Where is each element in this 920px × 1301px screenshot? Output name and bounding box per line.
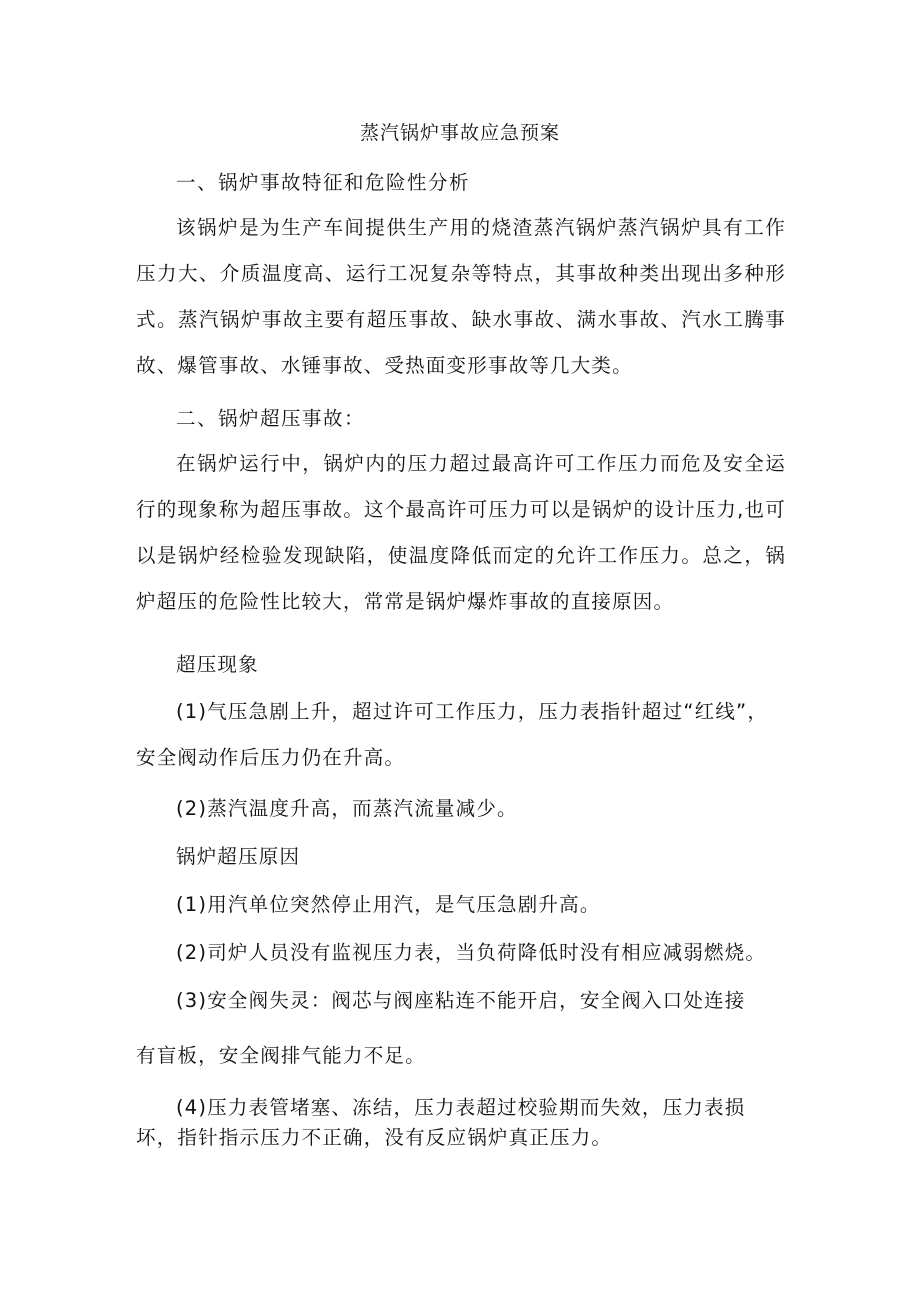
causes-item-4: (4)压力表管堵塞、冻结，压力表超过校验期而失效，压力表损坏，指针指示压力不正确，没有反应锅炉真正压力。 [136,1096,746,1149]
section-heading-2: 二、锅炉超压事故： [176,407,366,430]
phenomena-item-2: (2)蒸汽温度升高，而蒸汽流量减少。 [176,797,518,820]
section-paragraph-1: 该锅炉是为生产车间提供生产用的烧渣蒸汽锅炉蒸汽锅炉具有工作压力大、介质温度高、运行工况复杂等特点，其事故种类出现出多种形式。蒸汽锅炉事故主要有超压事故、缺水事故、满水事故、汽水工腾事故、爆管事故、水锤事故、受热面变形事故等几大类。 [136,216,786,377]
causes-item-3: (3)安全阀失灵：阀芯与阀座粘连不能开启，安全阀入口处连接 [176,989,746,1012]
causes-item-2: (2)司炉人员没有监视压力表，当负荷降低时没有相应减弱燃烧。 [176,941,767,964]
document-title: 蒸汽锅炉事故应急预案 [359,122,560,144]
causes-item-1: (1)用汽单位突然停止用汽，是气压急剧升高。 [176,893,601,916]
subheading-causes: 锅炉超压原因 [176,845,301,868]
causes-item-3-continued: 有盲板，安全阀排气能力不足。 [136,1044,426,1067]
section-heading-1: 一、锅炉事故特征和危险性分析 [176,171,471,194]
phenomena-item-1: (1)气压急剧上升，超过许可工作压力，压力表指针超过“红线”，安全阀动作后压力仍在升高。 [136,700,769,769]
section-paragraph-2: 在锅炉运行中，锅炉内的压力超过最高许可工作压力而危及安全运行的现象称为超压事故。这个最高许可压力可以是锅炉的设计压力,也可以是锅炉经检验发现缺陷，使温度降低而定的允许工作压力。总之，锅炉超压的危险性比较大，常常是锅炉爆炸事故的直接原因。 [136,452,786,613]
subheading-phenomena: 超压现象 [176,653,259,676]
